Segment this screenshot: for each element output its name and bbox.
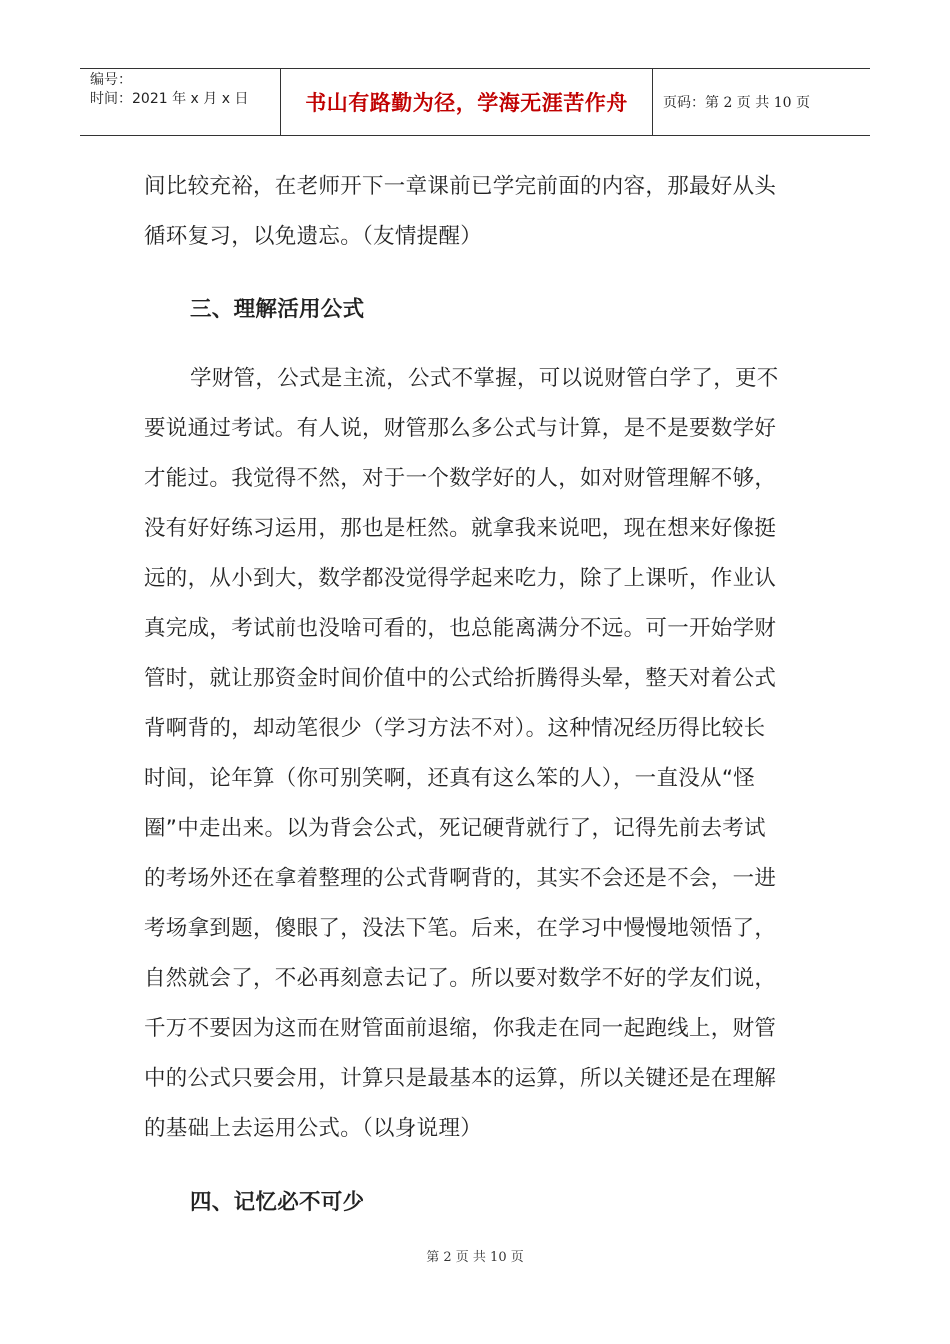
footer-page-number: 第 2 页 共 10 页 — [426, 1250, 524, 1265]
text-line: 循环复习，以免遗忘。（友情提醒） — [144, 224, 483, 249]
text-line: 没有好好练习运用，那也是枉然。就拿我来说吧，现在想来好像挺 — [144, 516, 777, 541]
text-line: 间比较充裕，在老师开下一章课前已学完前面的内容，那最好从头 — [144, 174, 777, 199]
number-label: 编号： — [90, 72, 132, 88]
paragraph-continued — [144, 162, 809, 262]
text-line: 时间，论年算（你可别笑啊，还真有这么笨的人），一直没从“怪 — [144, 766, 756, 791]
document-body — [144, 162, 809, 1228]
text-line: 自然就会了，不必再刻意去记了。所以要对数学不好的学友们说， — [144, 966, 777, 991]
motto-text: 书山有路勤为径，学海无涯苦作舟 — [305, 90, 628, 115]
text-line: 远的，从小到大，数学都没觉得学起来吃力，除了上课听，作业认 — [144, 566, 777, 591]
text-line: 中的公式只要会用，计算只是最基本的运算，所以关键还是在理解 — [144, 1066, 777, 1091]
section-heading-4: 四、记忆必不可少 — [190, 1190, 365, 1215]
page-header — [80, 68, 870, 136]
time-label: 时间：2021 年 x 月 x 日 — [90, 91, 249, 107]
text-line: 管时，就让那资金时间价值中的公式给折腾得头晕，整天对着公式 — [144, 666, 777, 691]
text-line: 考场拿到题，傻眼了，没法下笔。后来，在学习中慢慢地领悟了， — [144, 916, 777, 941]
page-info-text: 页码：第 2 页 共 10 页 — [663, 95, 810, 111]
text-line: 背啊背的，却动笔很少（学习方法不对）。这种情况经历得比较长 — [144, 716, 766, 741]
text-line: 的基础上去运用公式。（以身说理） — [144, 1116, 483, 1141]
header-motto-cell — [281, 69, 653, 135]
text-line: 千万不要因为这而在财管面前退缩，你我走在同一起跑线上，财管 — [144, 1016, 777, 1041]
text-line: 真完成，考试前也没啥可看的，也总能离满分不远。可一开始学财 — [144, 616, 777, 641]
text-line: 的考场外还在拿着整理的公式背啊背的，其实不会还是不会，一进 — [144, 866, 777, 891]
header-page-info — [653, 69, 870, 135]
page-footer — [0, 1246, 950, 1265]
section-heading-3: 三、理解活用公式 — [190, 297, 365, 322]
header-meta — [80, 69, 281, 135]
text-line: 要说通过考试。有人说，财管那么多公式与计算，是不是要数学好 — [144, 416, 777, 441]
text-line: 圈”中走出来。以为背会公式，死记硬背就行了，记得先前去考试 — [144, 816, 766, 841]
text-line: 学财管，公式是主流，公式不掌握，可以说财管白学了，更不 — [190, 366, 779, 391]
text-line: 才能过。我觉得不然，对于一个数学好的人，如对财管理解不够， — [144, 466, 777, 491]
paragraph-formulas — [144, 354, 809, 1154]
